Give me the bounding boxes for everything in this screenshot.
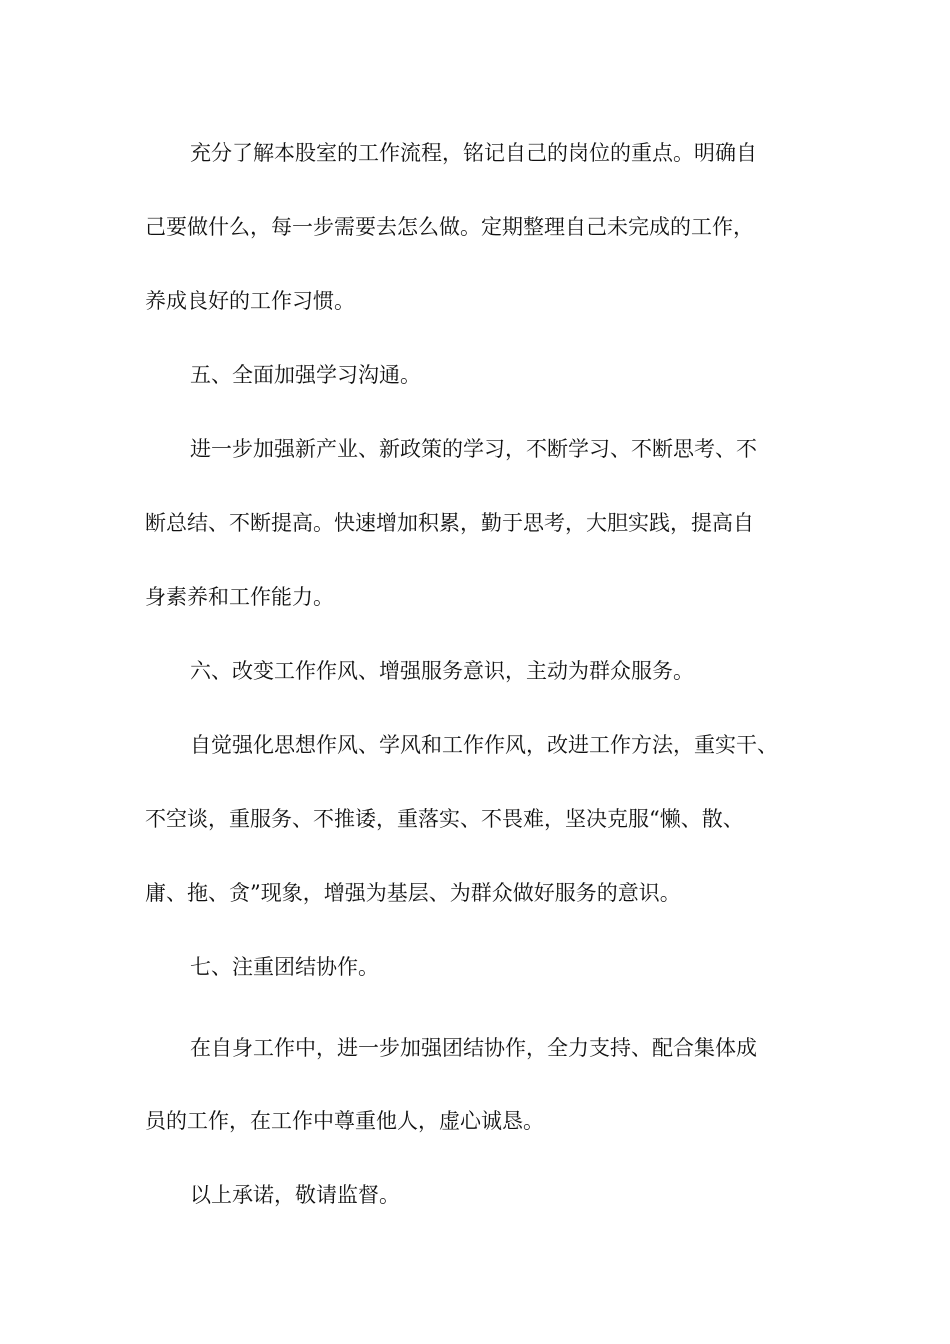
- closing-line: 以上承诺，敬请监督。: [190, 1183, 400, 1207]
- section-heading: 五、全面加强学习沟通。: [190, 363, 421, 387]
- paragraph-line: 庸、拖、贪”现象，增强为基层、为群众做好服务的意识。: [145, 881, 681, 905]
- paragraph-line: 进一步加强新产业、新政策的学习，不断学习、不断思考、不: [190, 437, 757, 461]
- paragraph-line: 员的工作，在工作中尊重他人，虚心诚恳。: [145, 1109, 544, 1133]
- paragraph-line: 养成良好的工作习惯。: [145, 289, 355, 313]
- paragraph-line: 断总结、不断提高。快速增加积累，勤于思考，大胆实践，提高自: [145, 511, 754, 535]
- section-heading: 六、改变工作作风、增强服务意识，主动为群众服务。: [190, 659, 694, 683]
- paragraph-line: 己要做什么，每一步需要去怎么做。定期整理自己未完成的工作，: [145, 215, 754, 239]
- paragraph-line: 不空谈，重服务、不推诿，重落实、不畏难，坚决克服“懒、散、: [145, 807, 744, 831]
- section-heading: 七、注重团结协作。: [190, 955, 379, 979]
- paragraph-line: 自觉强化思想作风、学风和工作作风，改进工作方法，重实干、: [190, 733, 778, 757]
- paragraph-line: 充分了解本股室的工作流程，铭记自己的岗位的重点。明确自: [190, 141, 757, 165]
- paragraph-line: 身素养和工作能力。: [145, 585, 334, 609]
- paragraph-line: 在自身工作中，进一步加强团结协作，全力支持、配合集体成: [190, 1036, 757, 1060]
